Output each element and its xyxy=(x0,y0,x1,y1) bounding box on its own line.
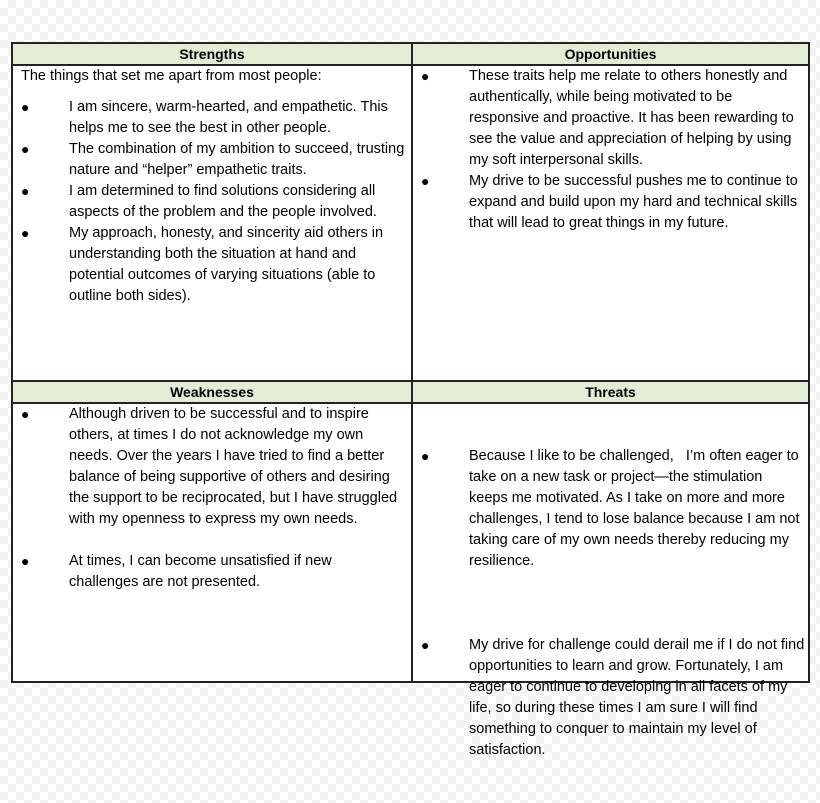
list-item xyxy=(413,66,806,171)
bullet-icon: ● xyxy=(421,448,430,464)
threat-text: Because I like to be challenged, I’m often eager to take on a new task or project—the stimulation keeps me motivated. As I take on more and more challenges, I tend to lose balance because I am not taking care of my own needs thereby reducing my resilience. xyxy=(469,448,804,569)
list-item xyxy=(413,635,809,761)
list-item xyxy=(413,446,805,572)
bullet-icon: ● xyxy=(21,225,30,241)
list-item xyxy=(13,404,403,530)
weaknesses-list xyxy=(13,404,403,593)
weakness-text: Although driven to be successful and to inspire others, at times I do not acknowledge my own needs. Over the years I have tried to find a better balance of being supportive of others and desiring the support to be reciprocated, but I have struggled with my openness to express my own needs. xyxy=(69,406,398,527)
bullet-icon: ● xyxy=(421,637,430,653)
weaknesses-cell xyxy=(13,404,411,593)
list-item xyxy=(13,97,409,139)
bullet-icon: ● xyxy=(21,99,30,115)
strength-text: I am sincere, warm-hearted, and empathetic. This helps me to see the best in other people. xyxy=(69,99,388,136)
opportunities-cell xyxy=(413,66,808,234)
bullet-icon: ● xyxy=(421,68,430,84)
threat-text: My drive for challenge could derail me if I do not find opportunities to learn and grow. Fortunately, I am eager to continue to developing in all facets of my life, so during these times I am sure I will find something to conquer to maintain my level of satisfaction. xyxy=(469,637,809,758)
bullet-icon: ● xyxy=(21,183,30,199)
strengths-intro: The things that set me apart from most people: xyxy=(21,68,322,84)
threats-header: Threats xyxy=(413,382,808,402)
list-item xyxy=(13,139,409,181)
opportunities-list xyxy=(413,66,806,234)
opportunities-header: Opportunities xyxy=(413,44,808,64)
list-item xyxy=(13,223,409,307)
opportunity-text: My drive to be successful pushes me to continue to expand and build upon my hard and technical skills that will lead to great things in my future. xyxy=(469,173,798,231)
bullet-icon: ● xyxy=(421,173,430,189)
list-item xyxy=(13,181,409,223)
bullet-icon: ● xyxy=(21,553,30,569)
strengths-header: Strengths xyxy=(13,44,411,64)
strength-text: My approach, honesty, and sincerity aid others in understanding both the situation at hand and potential outcomes of varying situations (able to outline both sides). xyxy=(69,225,384,304)
weaknesses-header: Weaknesses xyxy=(13,382,411,402)
strengths-list xyxy=(13,97,409,307)
list-item xyxy=(13,551,403,593)
list-item xyxy=(413,171,806,234)
strength-text: I am determined to find solutions considering all aspects of the problem and the people involved. xyxy=(69,183,377,220)
weakness-text: At times, I can become unsatisfied if new challenges are not presented. xyxy=(69,553,332,590)
bullet-icon: ● xyxy=(21,406,30,422)
threats-list xyxy=(413,404,809,803)
swot-table xyxy=(11,42,810,758)
threats-cell xyxy=(413,404,808,803)
strength-text: The combination of my ambition to succeed, trusting nature and “helper” empathetic traits. xyxy=(69,141,405,178)
opportunity-text: These traits help me relate to others honestly and authentically, while being motivated to be responsive and proactive. It has been rewarding to see the value and appreciation of helping by using my soft interpersonal skills. xyxy=(469,68,794,168)
bullet-icon: ● xyxy=(21,141,30,157)
strengths-cell xyxy=(13,66,411,307)
